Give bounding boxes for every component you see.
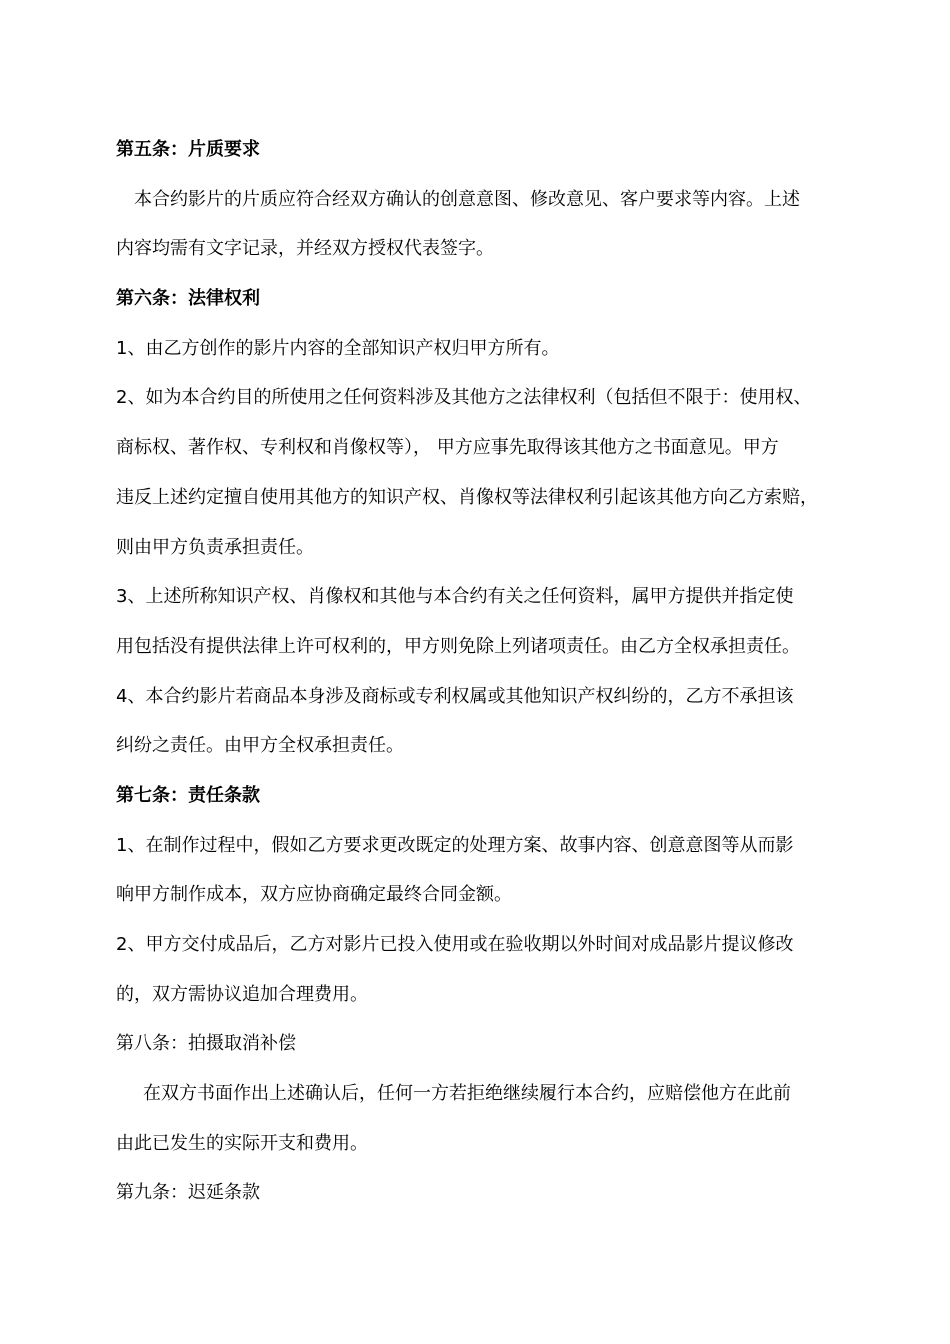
paragraph-line: 则由甲方负责承担责任。 bbox=[116, 536, 314, 558]
paragraph-line: 由此已发生的实际开支和费用。 bbox=[116, 1132, 368, 1154]
paragraph-line: 在双方书面作出上述确认后，任何一方若拒绝继续履行本合约，应赔偿他方在此前 bbox=[143, 1083, 791, 1105]
paragraph-line: 本合约影片的片质应符合经双方确认的创意意图、修改意见、客户要求等内容。上述 bbox=[134, 188, 800, 210]
paragraph-line: 1、在制作过程中，假如乙方要求更改既定的处理方案、故事内容、创意意图等从而影 bbox=[116, 834, 794, 856]
paragraph-line: 1、由乙方创作的影片内容的全部知识产权归甲方所有。 bbox=[116, 337, 560, 359]
section-7-heading: 第七条：责任条款 bbox=[116, 784, 260, 806]
paragraph-line: 4、本合约影片若商品本身涉及商标或专利权属或其他知识产权纠纷的，乙方不承担该 bbox=[116, 685, 794, 707]
section-9-heading: 第九条：迟延条款 bbox=[116, 1182, 260, 1204]
paragraph-line: 2、如为本合约目的所使用之任何资料涉及其他方之法律权利（包括但不限于：使用权、 bbox=[116, 387, 812, 409]
paragraph-line: 的，双方需协议追加合理费用。 bbox=[116, 983, 368, 1005]
paragraph-line: 纠纷之责任。由甲方全权承担责任。 bbox=[116, 735, 404, 757]
section-8-heading: 第八条：拍摄取消补偿 bbox=[116, 1033, 296, 1055]
section-6-heading: 第六条：法律权利 bbox=[116, 288, 260, 310]
paragraph-line: 内容均需有文字记录，并经双方授权代表签字。 bbox=[116, 238, 494, 260]
paragraph-line: 3、上述所称知识产权、肖像权和其他与本合约有关之任何资料，属甲方提供并指定使 bbox=[116, 586, 794, 608]
paragraph-line: 2、甲方交付成品后，乙方对影片已投入使用或在验收期以外时间对成品影片提议修改 bbox=[116, 934, 794, 955]
document-page bbox=[116, 125, 860, 1218]
section-5-heading: 第五条：片质要求 bbox=[116, 139, 260, 160]
paragraph-line: 用包括没有提供法律上许可权利的，甲方则免除上列诸项责任。由乙方全权承担责任。 bbox=[116, 635, 800, 657]
paragraph-line: 商标权、著作权、专利权和肖像权等）， 甲方应事先取得该其他方之书面意见。甲方 bbox=[116, 437, 779, 459]
paragraph-line: 响甲方制作成本，双方应协商确定最终合同金额。 bbox=[116, 884, 512, 906]
paragraph-line: 违反上述约定擅自使用其他方的知识产权、肖像权等法律权利引起该其他方向乙方索赔， bbox=[116, 486, 818, 508]
